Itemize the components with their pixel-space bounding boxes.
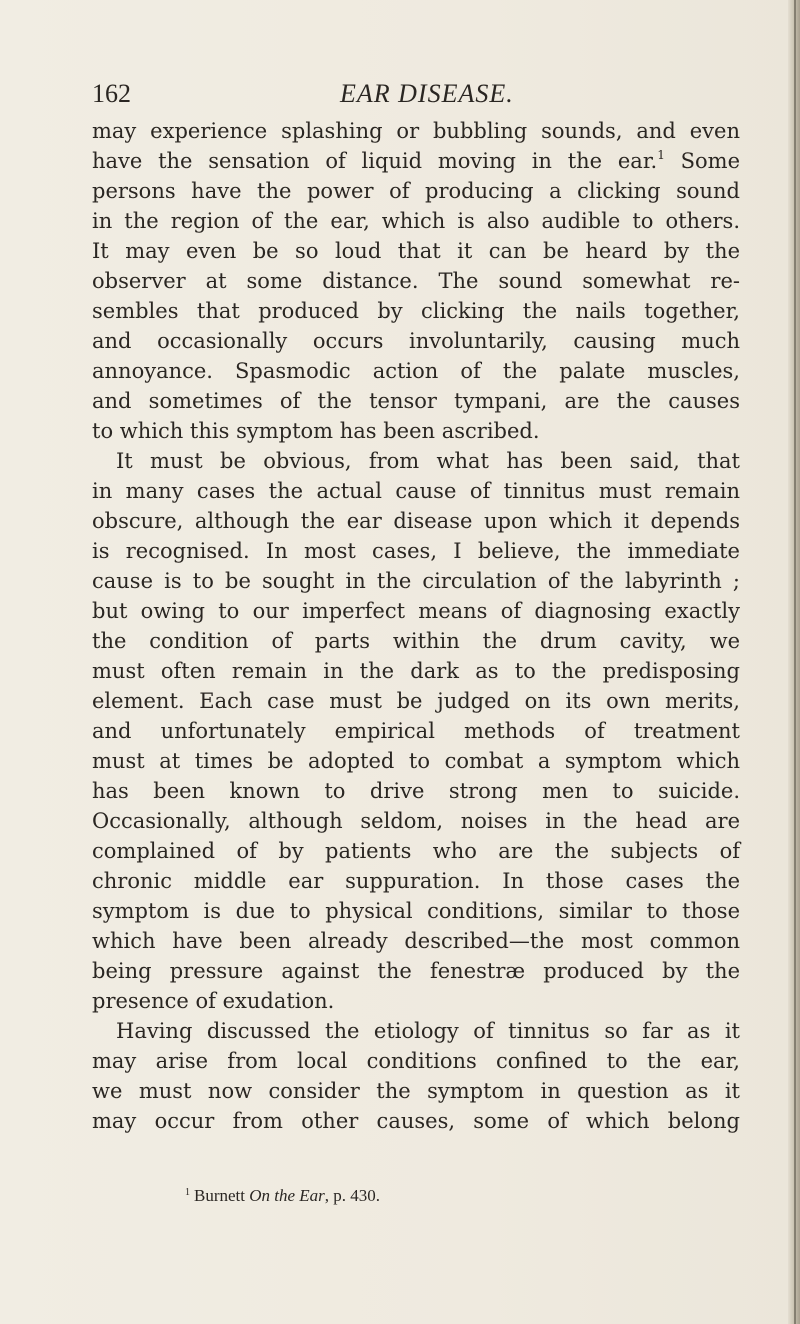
running-head [92,74,732,114]
footnote-marker: 1 [185,1187,190,1198]
body-text [92,116,740,1136]
text-line: must often remain in the dark as to the predisposing [92,659,740,683]
footnote-reference: 1 [657,148,665,162]
text-line: has been known to drive strong men to suicide. [92,779,740,803]
text-line: being pressure against the fenestræ produced by the [92,959,740,983]
text-line: which have been already described—the most common [92,929,740,953]
text-line: but owing to our imperfect means of diagnosing exactly [92,599,740,623]
text-line: observer at some distance. The sound somewhat re- [92,269,740,293]
text-line: the condition of parts within the drum cavity, we [92,629,740,653]
text-line: may experience splashing or bubbling sounds, and even [92,119,740,143]
text-line: annoyance. Spasmodic action of the palate muscles, [92,359,740,383]
text-line: in the region of the ear, which is also audible to others. [92,209,740,233]
text-line: symptom is due to physical conditions, similar to those [92,899,740,923]
text-line: and occasionally occurs involuntarily, causing much [92,329,740,353]
text-line: must at times be adopted to combat a symptom which [92,749,740,773]
text-line: in many cases the actual cause of tinnitus must remain [92,479,740,503]
footnote-author: Burnett [194,1186,250,1205]
text-line: cause is to be sought in the circulation of the labyrinth ; [92,569,740,593]
text-line: presence of exudation. [92,989,335,1013]
text-line: Occasionally, although seldom, noises in the head are [92,809,740,833]
text-line: complained of by patients who are the subjects of [92,839,740,863]
text-line: may occur from other causes, some of which belong [92,1109,740,1133]
footnote [185,1184,380,1208]
running-title: EAR DISEASE. [340,79,514,108]
text-line: Having discussed the etiology of tinnitus so far as it [116,1019,740,1043]
text-line: persons have the power of producing a clicking sound [92,179,740,203]
text-line: It must be obvious, from what has been said, that [116,449,740,473]
text-line: sembles that produced by clicking the nails together, [92,299,740,323]
footnote-work-title: On the Ear [249,1186,325,1205]
text-line: It may even be so loud that it can be heard by the [92,239,740,263]
footnote-page-ref: , p. 430. [324,1186,381,1205]
text-line: is recognised. In most cases, I believe, the immediate [92,539,740,563]
text-line: and unfortunately empirical methods of treatment [92,719,740,743]
text-line: and sometimes of the tensor tympani, are the causes [92,389,740,413]
page-edge-shadow [794,0,796,1324]
text-line: chronic middle ear suppuration. In those cases the [92,869,740,893]
page-number: 162 [92,79,131,108]
text-line: have the sensation of liquid moving in the ear.$^1$ Some [92,148,741,173]
text-line: obscure, although the ear disease upon which it depends [92,509,740,533]
text-line: element. Each case must be judged on its own merits, [92,689,740,713]
text-line: may arise from local conditions confined to the ear, [92,1049,740,1073]
text-line: we must now consider the symptom in question as it [92,1079,740,1103]
text-line: to which this symptom has been ascribed. [92,419,540,443]
